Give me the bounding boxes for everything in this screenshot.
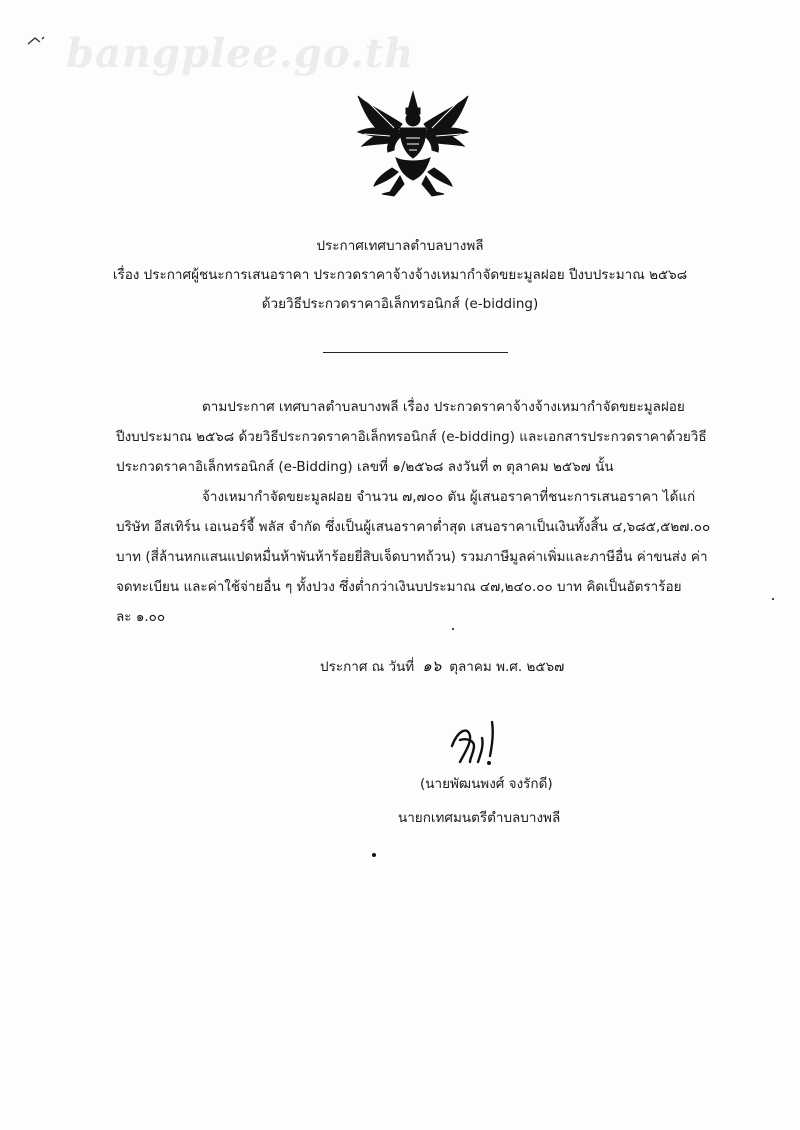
header-method: ด้วยวิธีประกวดราคาอิเล็กทรอนิกส์ (e-bidding) [261, 296, 539, 312]
body-line: ละ ๑.๐๐ [116, 609, 166, 625]
body-line: จดทะเบียน และค่าใช้จ่ายอื่น ๆ ทั้งปวง ซึ่งต่ำกว่าเงินบประมาณ ๔๗,๒๔๐.๐๐ บาท คิดเป็นอัตราร้อย [116, 579, 682, 595]
speck [452, 628, 454, 630]
announce-prefix: ประกาศ ณ วันที่ [320, 659, 415, 675]
body-line: ปีงบประมาณ ๒๕๖๘ ด้วยวิธีประกวดราคาอิเล็กทรอนิกส์ (e-bidding) และเอกสารประกวดราคาด้วยวิธี [116, 429, 707, 445]
announcement-date [320, 654, 564, 678]
body-line: บาท (สี่ล้านหกแสนแปดหมื่นห้าพันห้าร้อยยี่สิบเจ็ดบาทถ้วน) รวมภาษีมูลค่าเพิ่มและภาษีอื่น ค่าขนส่ง ค่า [116, 549, 708, 565]
body-line: ประกวดราคาอิเล็กทรอนิกส์ (e-Bidding) เลขที่ ๑/๒๕๖๘ ลงวันที่ ๓ ตุลาคม ๒๕๖๗ นั้น [116, 459, 614, 475]
header-subject: เรื่อง ประกาศผู้ชนะการเสนอราคา ประกวดราคาจ้างจ้างเหมากำจัดขยะมูลฝอย ปีงบประมาณ ๒๕๖๘ [112, 267, 688, 283]
body-line: ตามประกาศ เทศบาลตำบลบางพลี เรื่อง ประกวดราคาจ้างจ้างเหมากำจัดขยะมูลฝอย [202, 399, 685, 415]
speck [772, 598, 774, 600]
scan-mark-icon [26, 34, 50, 48]
speck [372, 853, 376, 857]
signer-title: นายกเทศมนตรีตำบลบางพลี [398, 810, 561, 826]
announce-suffix: ตุลาคม พ.ศ. ๒๕๖๗ [449, 659, 565, 675]
signer-name: (นายพัฒนพงศ์ จงรักดี) [420, 776, 553, 792]
signature-icon [446, 716, 516, 768]
body-line: จ้างเหมากำจัดขยะมูลฝอย จำนวน ๗,๗๐๐ ตัน ผู้เสนอราคาที่ชนะการเสนอราคา ได้แก่ [202, 489, 696, 505]
header [0, 232, 800, 319]
divider [323, 352, 508, 353]
body-line: บริษัท อีสเทิร์น เอเนอร์จี้ พลัส จำกัด ซึ่งเป็นผู้เสนอราคาต่ำสุด เสนอราคาเป็นเงินทั้งสิ้น ๔,๖๘๕,๕๒๗.๐๐ [116, 519, 711, 535]
garuda-emblem-icon [354, 88, 472, 200]
announce-day: ๑๖ [422, 657, 442, 675]
header-title: ประกาศเทศบาลตำบลบางพลี [316, 238, 484, 254]
watermark: bangplee.go.th [66, 30, 415, 77]
